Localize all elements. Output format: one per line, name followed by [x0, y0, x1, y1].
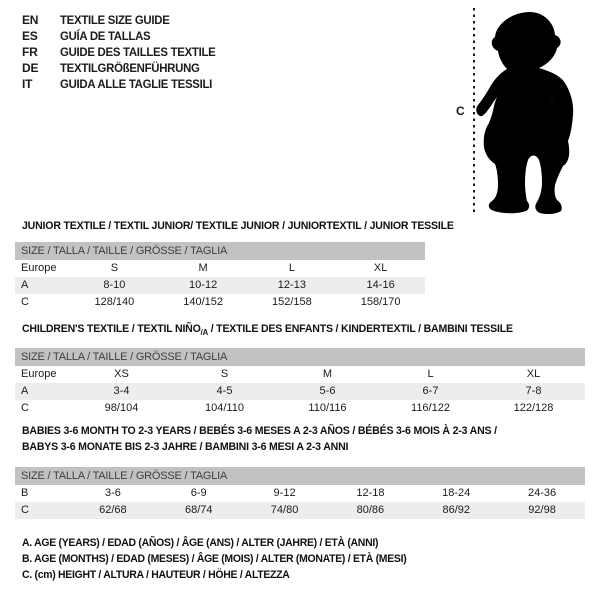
size-value-cell: S — [110, 262, 119, 274]
size-value-cell: 80/86 — [327, 502, 413, 519]
row-label-cell: C — [15, 502, 70, 519]
size-table-babies — [15, 467, 585, 519]
size-value-cell: 98/104 — [104, 402, 139, 414]
lang-label: GUIDA ALLE TAGLIE TESSILI — [60, 77, 213, 91]
section-title-junior: JUNIOR TEXTILE / TEXTIL JUNIOR/ TEXTILE JUNIOR / JUNIORTEXTIL / JUNIOR TESSILE — [22, 220, 454, 232]
row-label-cell: A — [15, 277, 70, 294]
size-header-row — [15, 348, 585, 366]
size-header-label: SIZE / TALLA / TAILLE / GRÖSSE / TAGLIA — [15, 467, 585, 485]
size-value-cell: 3-6 — [104, 487, 121, 499]
size-header-label: SIZE / TALLA / TAILLE / GRÖSSE / TAGLIA — [15, 242, 425, 260]
title-line-1: BABIES 3-6 MONTH TO 2-3 YEARS / BEBÉS 3-6 MESES A 2-3 AÑOS / BÉBÉS 3-6 MOIS À 2-3 ANS / — [22, 425, 497, 437]
lang-code: EN — [22, 13, 39, 27]
toddler-silhouette-figure — [470, 4, 596, 220]
title-subscript: /A — [200, 328, 208, 338]
lang-row-it — [22, 76, 224, 92]
size-value-cell: 9-12 — [273, 487, 296, 499]
lang-row-en — [22, 12, 224, 28]
row-label-cell: C — [21, 296, 29, 308]
title-part: / TEXTILE DES ENFANTS / KINDERTEXTIL / BAMBINI TESSILE — [207, 323, 513, 335]
row-label-cell: B — [21, 487, 29, 499]
footnote-c: C. (cm) HEIGHT / ALTURA / HAUTEUR / HÖHE / ALTEZZA — [22, 569, 290, 581]
table-row-europe — [15, 366, 585, 383]
lang-row-es — [22, 28, 224, 44]
size-header-label: SIZE / TALLA / TAILLE / GRÖSSE / TAGLIA — [15, 348, 585, 366]
size-value-cell: 74/80 — [242, 502, 328, 519]
size-value-cell: 92/98 — [499, 502, 585, 519]
size-value-cell: 18-24 — [442, 487, 471, 499]
size-value-cell: 10-12 — [159, 277, 248, 294]
lang-code: FR — [22, 45, 38, 59]
table-row-age — [15, 277, 425, 294]
title-part: CHILDREN'S TEXTILE / TEXTIL NIÑO — [22, 323, 201, 335]
size-value-cell: 6-9 — [190, 487, 207, 499]
size-value-cell: 110/116 — [308, 402, 347, 414]
size-value-cell: XL — [526, 368, 541, 380]
size-value-cell: M — [322, 368, 333, 380]
lang-code: ES — [22, 29, 38, 43]
table-row-height — [15, 502, 585, 519]
size-value-cell: 86/92 — [413, 502, 499, 519]
size-value-cell: M — [198, 262, 208, 274]
size-value-cell: 140/152 — [183, 296, 223, 308]
lang-code: IT — [22, 77, 33, 91]
lang-code: DE — [22, 61, 39, 75]
lang-label: GUÍA DE TALLAS — [60, 29, 151, 43]
row-label-cell: C — [21, 402, 29, 414]
table-row-months — [15, 485, 585, 502]
size-header-row — [15, 467, 585, 485]
size-value-cell: 152/158 — [271, 296, 312, 308]
size-value-cell: 7-8 — [482, 383, 585, 400]
lang-label: TEXTILGRÖßENFÜHRUNG — [60, 61, 200, 75]
size-value-cell: L — [288, 262, 295, 274]
language-title-block — [22, 12, 224, 92]
size-value-cell: 116/122 — [411, 402, 450, 414]
section-title-children — [22, 321, 513, 341]
table-row-height — [15, 294, 425, 311]
size-value-cell: 12-13 — [248, 277, 337, 294]
size-value-cell: 104/110 — [205, 402, 244, 414]
size-table-children — [15, 348, 585, 417]
size-value-cell: L — [427, 368, 434, 380]
size-value-cell: 24-36 — [528, 487, 557, 499]
toddler-silhouette-icon — [476, 12, 573, 214]
lang-label: TEXTILE SIZE GUIDE — [60, 13, 170, 27]
lang-row-fr — [22, 44, 224, 60]
size-value-cell: 12-18 — [356, 487, 385, 499]
size-value-cell: 6-7 — [379, 383, 482, 400]
size-value-cell: 128/140 — [94, 296, 135, 308]
size-value-cell: S — [220, 368, 229, 380]
section-title-babies — [22, 423, 497, 455]
row-label-cell: Europe — [21, 368, 57, 380]
table-row-age — [15, 383, 585, 400]
size-value-cell: XL — [373, 262, 388, 274]
row-label-cell: A — [15, 383, 70, 400]
size-header-row — [15, 242, 425, 260]
size-value-cell: 3-4 — [70, 383, 173, 400]
size-value-cell: 62/68 — [70, 502, 156, 519]
size-value-cell: 68/74 — [156, 502, 242, 519]
height-measure-label: C — [456, 104, 465, 118]
table-row-europe — [15, 260, 425, 277]
size-value-cell: 8-10 — [70, 277, 159, 294]
size-value-cell: XS — [114, 368, 129, 380]
size-value-cell: 158/170 — [360, 296, 401, 308]
size-value-cell: 14-16 — [336, 277, 425, 294]
title-line-2: BABYS 3-6 MONATE BIS 2-3 JAHRE / BAMBINI 3-6 MESI A 2-3 ANNI — [22, 441, 349, 453]
table-row-height — [15, 400, 585, 417]
footnotes-block — [22, 535, 427, 583]
size-value-cell: 4-5 — [173, 383, 276, 400]
size-table-junior — [15, 242, 425, 311]
footnote-b: B. AGE (MONTHS) / EDAD (MESES) / ÂGE (MOIS) / ALTER (MONATE) / ETÀ (MESI) — [22, 553, 407, 565]
footnote-a: A. AGE (YEARS) / EDAD (AÑOS) / ÂGE (ANS) / ALTER (JAHRE) / ETÀ (ANNI) — [22, 537, 379, 549]
lang-row-de — [22, 60, 224, 76]
row-label-cell: Europe — [21, 262, 57, 274]
lang-label: GUIDE DES TAILLES TEXTILE — [60, 45, 216, 59]
size-value-cell: 122/128 — [513, 402, 554, 414]
size-value-cell: 5-6 — [276, 383, 379, 400]
